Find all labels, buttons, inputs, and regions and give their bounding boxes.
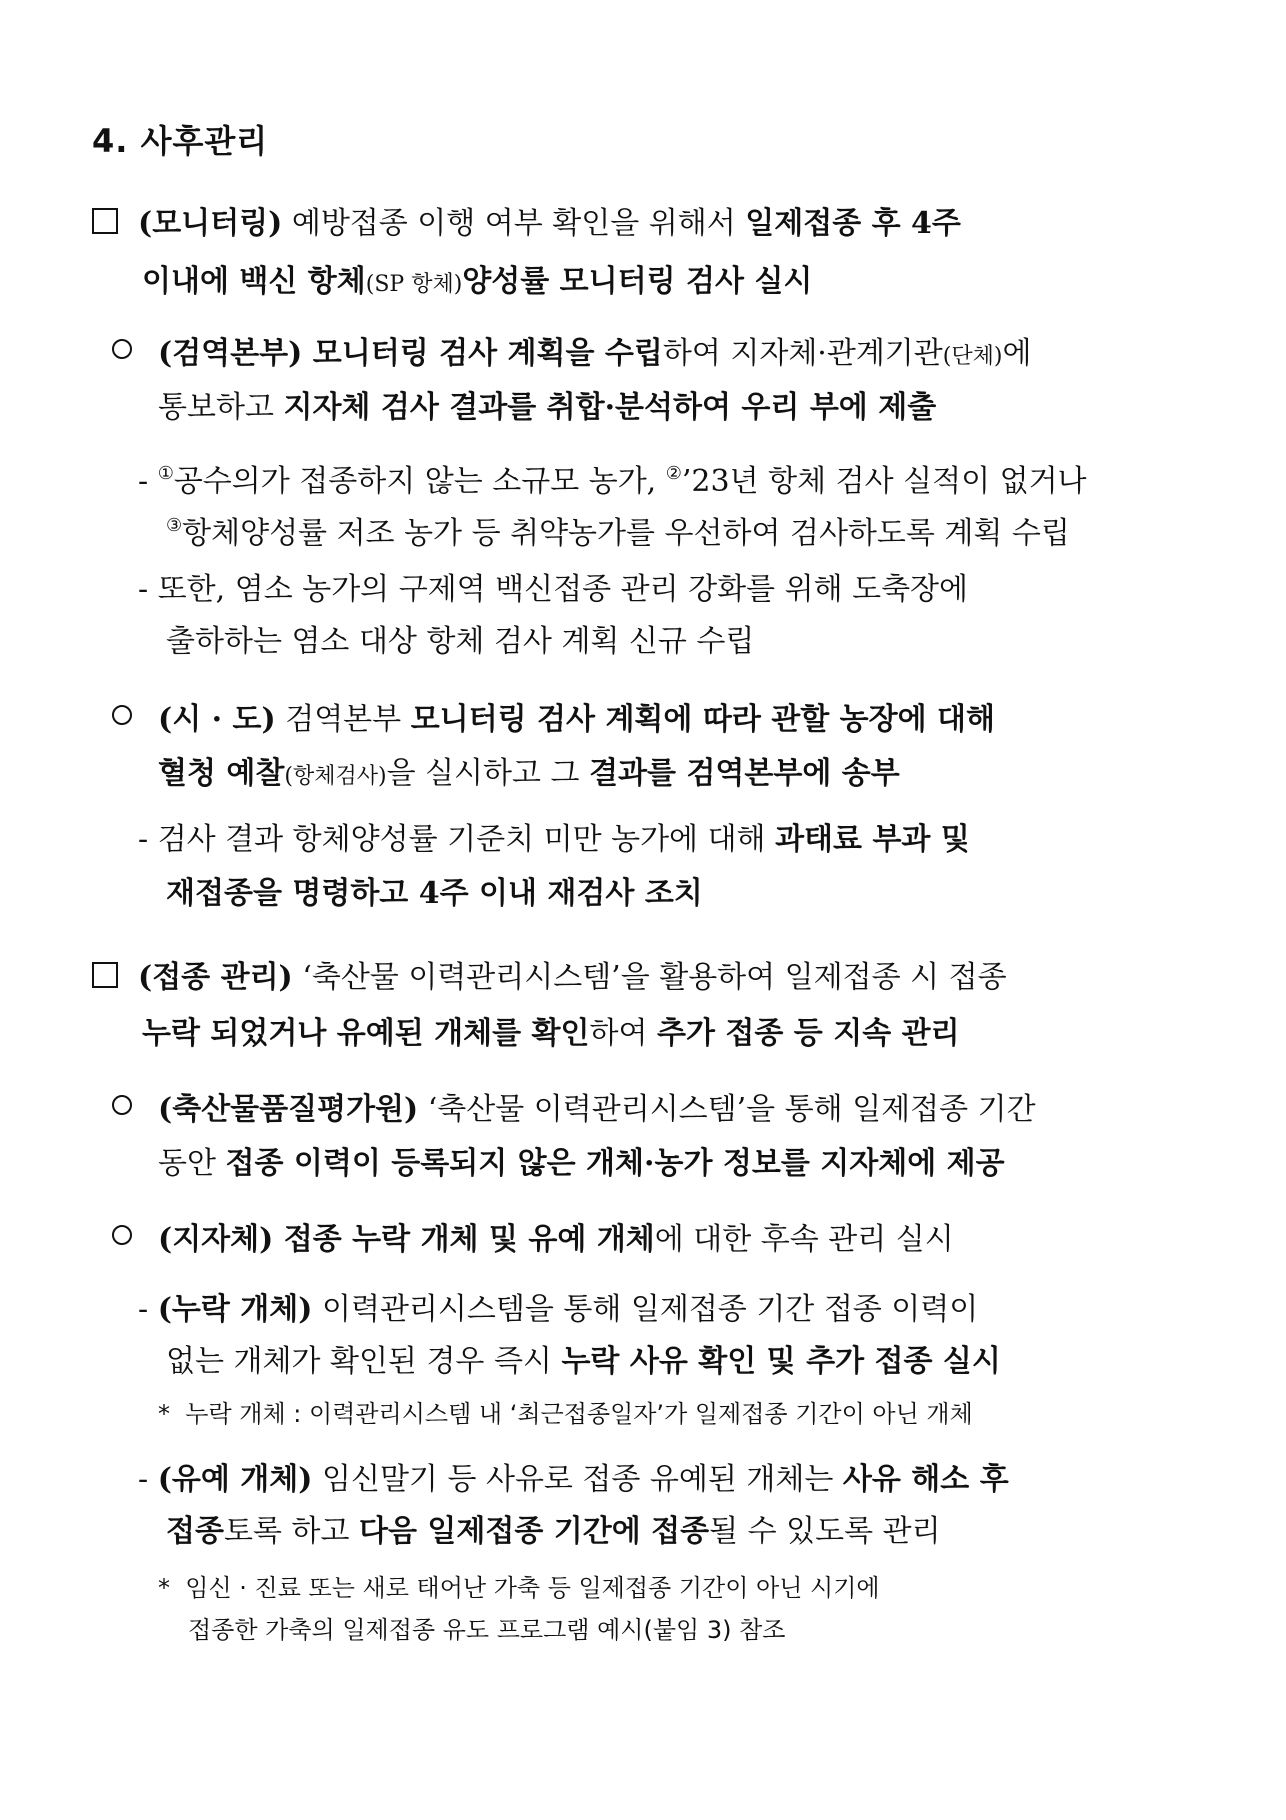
checkbox-square-icon bbox=[92, 208, 118, 234]
dash1-line1-text bbox=[158, 464, 1087, 499]
checkbox-square-icon bbox=[92, 962, 118, 988]
dash4-line1 bbox=[138, 1290, 978, 1330]
circle-bullet-icon bbox=[112, 705, 132, 725]
section1-line1-text bbox=[138, 206, 961, 241]
text-run: (접종 관리) bbox=[138, 960, 293, 995]
text-run: ’23년 항체 검사 실적이 없거나 bbox=[681, 464, 1087, 499]
text-run: ① bbox=[157, 463, 174, 484]
footnote2-line1 bbox=[158, 1572, 880, 1604]
text-run: 공수의가 접종하지 않는 소규모 농가, bbox=[173, 464, 666, 499]
text-run: 다음 일제접종 기간에 접종 bbox=[358, 1514, 710, 1549]
text-run: 누락 사유 확인 및 추가 접종 실시 bbox=[561, 1344, 1001, 1379]
dash5-line1 bbox=[138, 1460, 1009, 1500]
bullet3-line2 bbox=[158, 1144, 1005, 1184]
text-run: 양성률 모니터링 검사 실시 bbox=[462, 264, 813, 299]
footnote1-text: 누락 개체 : 이력관리시스템 내 ‘최근접종일자’가 일제접종 기간이 아닌 개체 bbox=[185, 1400, 973, 1428]
dash1-line1 bbox=[138, 454, 1087, 502]
text-run: 과태료 부과 및 bbox=[775, 822, 970, 857]
dash5-line2 bbox=[166, 1512, 941, 1552]
text-run: 접종 이력이 등록되지 않은 개체·농가 정보를 지자체에 제공 bbox=[225, 1146, 1005, 1181]
dash-marker: - bbox=[138, 572, 149, 607]
dash-marker: - bbox=[138, 1292, 149, 1327]
text-run: 없는 개체가 확인된 경우 즉시 bbox=[166, 1344, 562, 1379]
text-run: (시 · 도) bbox=[158, 702, 276, 737]
text-run: 을 실시하고 그 bbox=[386, 756, 590, 791]
dash4-line1-text bbox=[158, 1292, 979, 1327]
bullet1-line2 bbox=[158, 388, 936, 428]
bullet2-line1-text bbox=[158, 702, 995, 737]
bullet2-line1 bbox=[112, 700, 995, 740]
text-run: 임신말기 등 사유로 접종 유예된 개체는 bbox=[312, 1462, 843, 1497]
bullet1-line1-text bbox=[158, 336, 1031, 371]
text-run: ② bbox=[665, 463, 682, 484]
dash-marker: - bbox=[138, 822, 149, 857]
text-run: 예방접종 이행 여부 확인을 위해서 bbox=[282, 206, 746, 241]
text-run: (검역본부) 모니터링 검사 계획을 수립 bbox=[158, 336, 663, 371]
text-run: 지자체 검사 결과를 취합·분석하여 우리 부에 제출 bbox=[283, 390, 937, 425]
text-run: 누락 되었거나 유예된 개체를 확인 bbox=[142, 1016, 590, 1051]
circle-bullet-icon bbox=[112, 1225, 132, 1245]
dash5-line1-text bbox=[158, 1462, 1009, 1497]
dash3-line1 bbox=[138, 820, 970, 860]
section2-line2 bbox=[142, 1014, 960, 1054]
footnote1 bbox=[158, 1398, 973, 1430]
bullet2-line2 bbox=[158, 754, 900, 797]
text-run: 통보하고 bbox=[158, 390, 284, 425]
text-run: (유예 개체) bbox=[157, 1462, 313, 1497]
bullet3-line1 bbox=[112, 1090, 1036, 1130]
text-run: 토록 하고 bbox=[223, 1514, 359, 1549]
dash2-line2 bbox=[166, 622, 754, 662]
text-run: 결과를 검역본부에 송부 bbox=[589, 756, 900, 791]
circle-bullet-icon bbox=[112, 339, 132, 359]
text-run: 이내에 백신 항체 bbox=[142, 264, 366, 299]
text-run: 검사 결과 항체양성률 기준치 미만 농가에 대해 bbox=[157, 822, 776, 857]
text-run: ‘축산물 이력관리시스템’을 활용하여 일제접종 시 접종 bbox=[292, 960, 1007, 995]
text-run: 될 수 있도록 관리 bbox=[709, 1514, 941, 1549]
text-run: 사유 해소 후 bbox=[842, 1462, 1009, 1497]
text-run: 접종 bbox=[166, 1514, 224, 1549]
section1-line1 bbox=[92, 204, 961, 244]
text-run: (누락 개체) bbox=[157, 1292, 313, 1327]
text-run: (단체) bbox=[942, 344, 1003, 369]
text-run: ‘축산물 이력관리시스템’을 통해 일제접종 기간 bbox=[418, 1092, 1036, 1127]
text-run: ③ bbox=[166, 515, 183, 536]
text-run: 이력관리시스템을 통해 일제접종 기간 접종 이력이 bbox=[312, 1292, 979, 1327]
star-marker: * bbox=[158, 1400, 170, 1428]
dash-marker: - bbox=[138, 1462, 149, 1497]
text-run: (지자체) 접종 누락 개체 및 유예 개체 bbox=[158, 1222, 655, 1257]
dash3-line2 bbox=[166, 874, 703, 914]
text-run: 에 bbox=[1002, 336, 1032, 371]
text-run: (모니터링) bbox=[138, 206, 283, 241]
bullet4-line1 bbox=[112, 1220, 954, 1260]
footnote2-line1-text: 임신 · 진료 또는 새로 태어난 가축 등 일제접종 기간이 아닌 시기에 bbox=[185, 1574, 880, 1602]
bullet1-line1 bbox=[112, 334, 1031, 377]
text-run: (축산물품질평가원) bbox=[158, 1092, 419, 1127]
text-run: (SP 항체) bbox=[365, 272, 463, 297]
text-run: 하여 bbox=[589, 1016, 657, 1051]
text-run: 동안 bbox=[158, 1146, 226, 1181]
text-run: 에 대한 후속 관리 실시 bbox=[654, 1222, 954, 1257]
text-run: 항체양성률 저조 농가 등 취약농가를 우선하여 검사하도록 계획 수립 bbox=[182, 516, 1070, 551]
section2-line1-text bbox=[138, 960, 1007, 995]
dash2-line1-text bbox=[158, 572, 968, 607]
bullet4-line1-text bbox=[158, 1222, 954, 1257]
star-marker: * bbox=[158, 1574, 170, 1602]
text-run: 추가 접종 등 지속 관리 bbox=[657, 1016, 960, 1051]
bullet3-line1-text bbox=[158, 1092, 1036, 1127]
text-run: 검역본부 bbox=[275, 702, 411, 737]
dash2-line1 bbox=[138, 570, 968, 610]
dash-marker: - bbox=[138, 464, 149, 499]
text-run: 혈청 예찰 bbox=[158, 756, 285, 791]
text-run: 일제접종 후 4주 bbox=[745, 206, 961, 241]
text-run: 출하하는 염소 대상 항체 검사 계획 신규 수립 bbox=[166, 624, 755, 659]
dash4-line2 bbox=[166, 1342, 1001, 1382]
text-run: 하여 지자체·관계기관 bbox=[662, 336, 943, 371]
text-run: 또한, 염소 농가의 구제역 백신접종 관리 강화를 위해 도축장에 bbox=[157, 572, 969, 607]
section2-line1 bbox=[92, 958, 1007, 998]
footnote2-line2: 접종한 가축의 일제접종 유도 프로그램 예시(붙임 3) 참조 bbox=[188, 1616, 786, 1644]
text-run: (항체검사) bbox=[284, 764, 387, 789]
section-heading: 4. 사후관리 bbox=[92, 122, 269, 160]
text-run: 모니터링 검사 계획에 따라 관할 농장에 대해 bbox=[410, 702, 995, 737]
text-run: 재접종을 명령하고 4주 이내 재검사 조치 bbox=[166, 876, 703, 911]
dash1-line2 bbox=[166, 506, 1070, 554]
section1-line2 bbox=[142, 262, 812, 305]
dash3-line1-text bbox=[158, 822, 970, 857]
circle-bullet-icon bbox=[112, 1095, 132, 1115]
